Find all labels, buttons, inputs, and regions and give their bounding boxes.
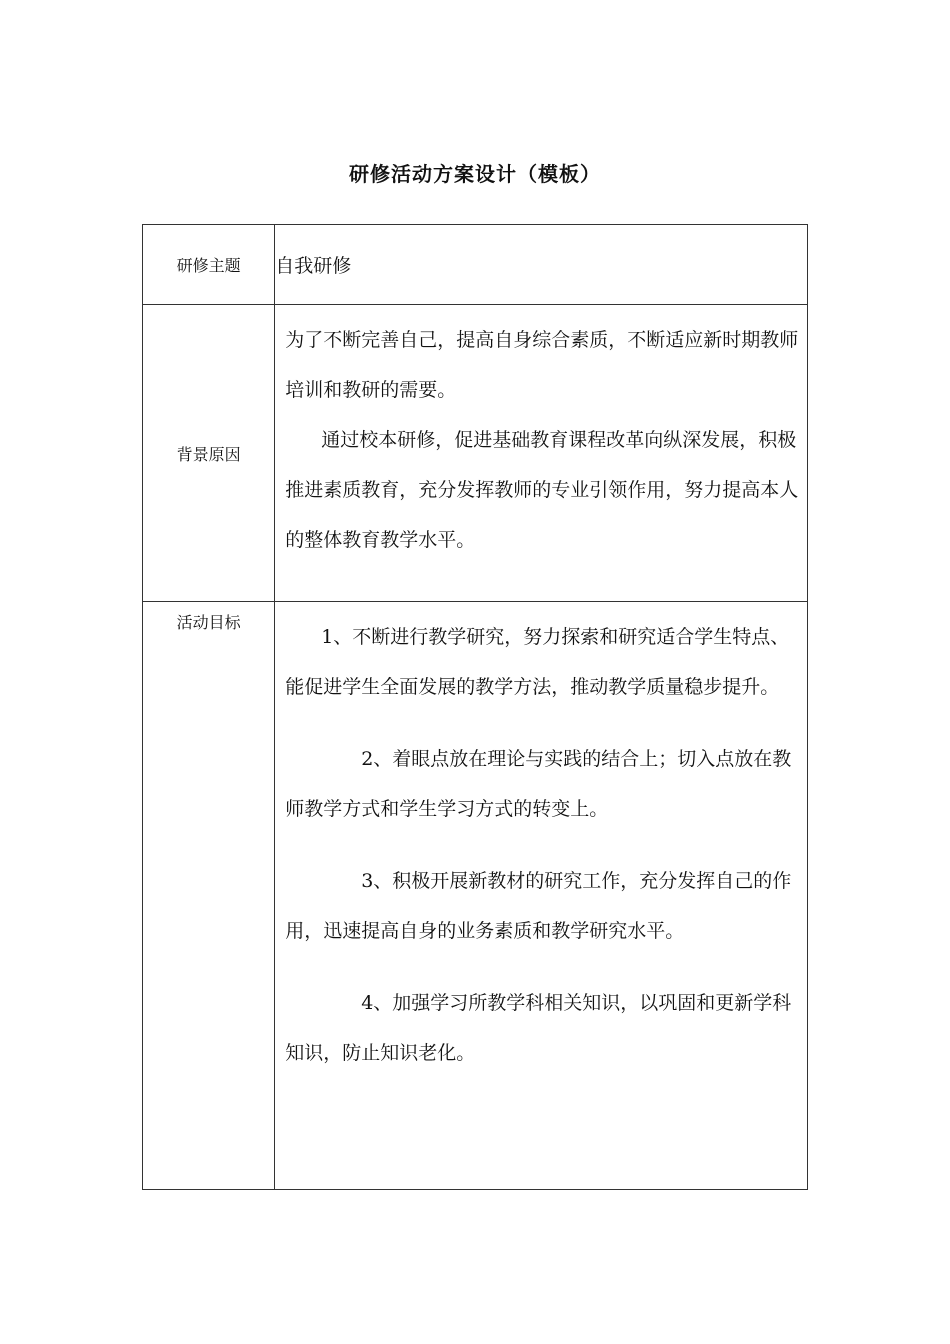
background-content — [275, 305, 808, 602]
goal-item: 2、着眼点放在理论与实践的结合上；切入点放在教师教学方式和学生学习方式的转变上。 — [285, 748, 792, 820]
goal-item: 4、加强学习所教学科相关知识，以巩固和更新学科知识，防止知识老化。 — [285, 992, 792, 1064]
row-topic — [143, 225, 808, 305]
plan-table — [142, 224, 808, 1190]
row-goals — [143, 602, 808, 1190]
goal-item: 3、积极开展新教材的研究工作，充分发挥自己的作用，迅速提高自身的业务素质和教学研究水平。 — [285, 870, 792, 942]
background-paragraph: 通过校本研修，促进基础教育课程改革向纵深发展，积极推进素质教育，充分发挥教师的专业引领作用，努力提高本人的整体教育教学水平。 — [285, 429, 799, 551]
goals-content — [275, 602, 808, 1190]
topic-label: 研修主题 — [143, 225, 275, 305]
background-label: 背景原因 — [143, 305, 275, 602]
document-title: 研修活动方案设计（模板） — [349, 162, 601, 186]
goals-label: 活动目标 — [143, 602, 275, 1190]
goal-item: 1、不断进行教学研究，努力探索和研究适合学生特点、能促进学生全面发展的教学方法，推动教学质量稳步提升。 — [285, 626, 790, 698]
row-background — [143, 305, 808, 602]
topic-value: 自我研修 — [275, 225, 808, 305]
background-paragraph: 为了不断完善自己，提高自身综合素质，不断适应新时期教师培训和教研的需要。 — [285, 329, 799, 401]
